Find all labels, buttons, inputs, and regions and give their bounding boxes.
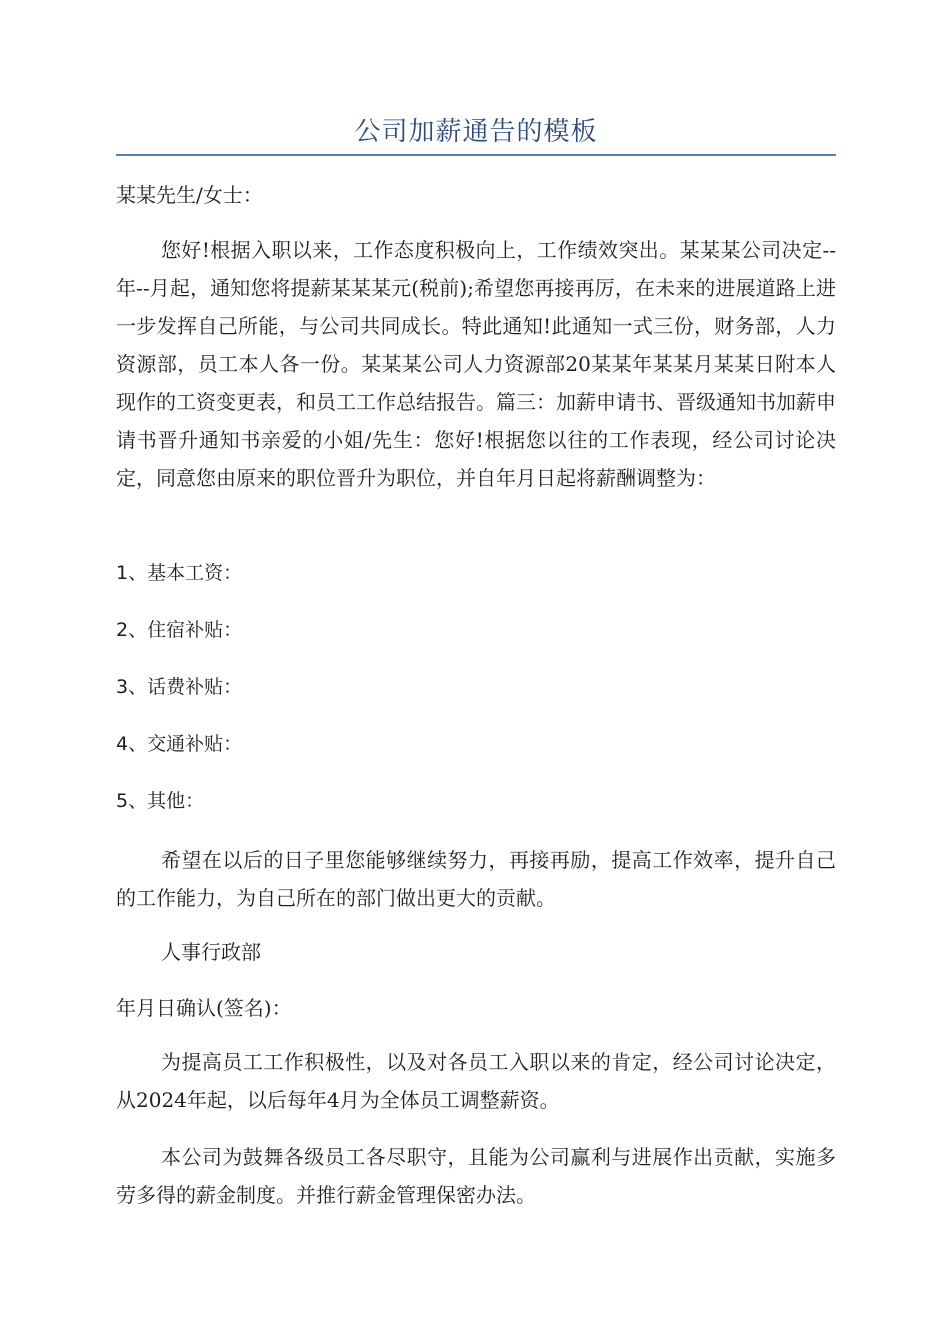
list-number: 4、 — [116, 733, 148, 755]
list-text: 话费补贴： — [147, 676, 243, 698]
list-text: 其他： — [147, 790, 205, 812]
department-signature: 人事行政部 — [161, 940, 261, 964]
list-number: 1、 — [116, 562, 148, 584]
paragraph-encouragement: 希望在以后的日子里您能够继续努力，再接再励，提高工作效率，提升自己的工作能力，为自己所在的部门做出更大的贡献。 — [116, 848, 836, 910]
list-item — [116, 615, 836, 645]
title-underline — [116, 154, 836, 156]
confirm-signature-line: 年月日确认(签名)： — [116, 996, 292, 1020]
list-item — [116, 729, 836, 759]
list-number: 3、 — [116, 676, 148, 698]
list-text: 基本工资： — [147, 562, 243, 584]
list-item — [116, 672, 836, 702]
paragraph-annual-adjustment: 为提高员工工作积极性，以及对各员工入职以来的肯定，经公司讨论决定，从2024年起，以后每年4月为全体员工调整薪资。 — [116, 1050, 836, 1112]
salutation: 某某先生/女士： — [116, 183, 263, 207]
list-text: 交通补贴： — [147, 733, 243, 755]
list-number: 5、 — [116, 790, 148, 812]
list-text: 住宿补贴： — [147, 619, 243, 641]
paragraph-salary-policy: 本公司为鼓舞各级员工各尽职守，且能为公司赢利与进展作出贡献，实施多劳多得的薪金制度。并推行薪金管理保密办法。 — [116, 1145, 836, 1207]
list-number: 2、 — [116, 619, 148, 641]
document-title: 公司加薪通告的模板 — [354, 117, 598, 147]
paragraph-notice: 您好!根据入职以来，工作态度积极向上，工作绩效突出。某某某公司决定--年--月起，通知您将提薪某某某元(税前);希望您再接再厉，在未来的进展道路上进一步发挥自己所能，与公司共同成长。特此通知!此通知一式三份，财务部，人力资源部，员工本人各一份。某某某公司人力资源部20某某年某某月某某日附本人现作的工资变更表，和员工工作总结报告。篇三：加薪申请书、晋级通知书加薪申请书晋升通知书亲爱的小姐/先生：您好!根据您以往的工作表现，经公司讨论决定，同意您由原来的职位晋升为职位，并自年月日起将薪酬调整为： — [116, 238, 836, 490]
list-item — [116, 558, 836, 588]
list-item — [116, 786, 836, 816]
